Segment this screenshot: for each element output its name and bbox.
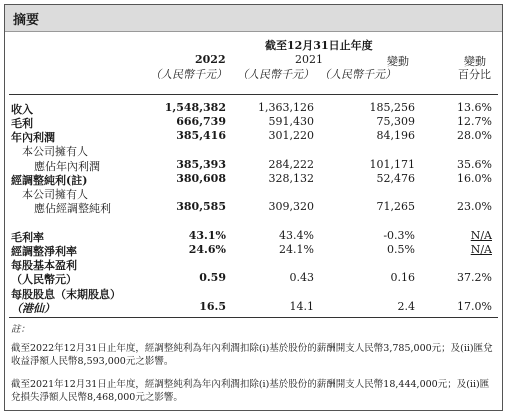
col-change-unit: （人民幣千元）	[319, 68, 396, 81]
cell-2022-adjusted: 380,608	[176, 172, 226, 185]
cell-2022-profit: 385,416	[176, 129, 226, 142]
cell-change-gross-profit: 75,309	[376, 115, 415, 128]
cell-2021-attributable: 284,222	[268, 158, 314, 171]
row-label-adjusted-net-margin: 經調整淨利率	[11, 245, 77, 258]
cell-change-dividend: 2.4	[397, 300, 415, 313]
cell-change-gross-margin: -0.3%	[383, 229, 415, 242]
row-label-profit-for-year: 年內利潤	[11, 131, 55, 144]
row-label-attributable-adjusted: 應佔經調整純利	[34, 202, 111, 215]
cell-2021-adjusted: 328,132	[268, 172, 314, 185]
cell-pct-gross-margin: N/A	[470, 229, 492, 242]
cell-2022-gross-profit: 666,739	[176, 115, 226, 128]
period-header: 截至12月31日止年度	[265, 39, 373, 52]
header-rule	[9, 94, 498, 95]
cell-change-adjusted: 52,476	[376, 172, 415, 185]
cell-2022-eps: 0.59	[199, 271, 226, 284]
cell-2021-eps: 0.43	[289, 271, 314, 284]
row-label-owners-1: 本公司擁有人	[22, 145, 88, 158]
row-label-dividend-unit: （港仙）	[11, 302, 55, 315]
cell-2022-net-margin: 24.6%	[188, 243, 226, 256]
row-label-revenue: 收入	[11, 103, 33, 116]
cell-2021-dividend: 14.1	[289, 300, 314, 313]
row-label-owners-2: 本公司擁有人	[22, 188, 88, 201]
cell-2022-gross-margin: 43.1%	[188, 229, 226, 242]
col-2022-unit: （人民幣千元）	[150, 68, 227, 81]
col-pct-unit: 百分比	[458, 68, 491, 81]
cell-change-net-margin: 0.5%	[387, 243, 415, 256]
cell-change-revenue: 185,256	[369, 101, 415, 114]
col-pct-title: 變動	[464, 55, 486, 68]
cell-pct-net-margin: N/A	[470, 243, 492, 256]
cell-pct-adjusted: 16.0%	[457, 172, 492, 185]
cell-2021-profit: 301,220	[268, 129, 314, 142]
col-change-title: 變動	[387, 55, 409, 68]
col-2022-year: 2022	[195, 53, 226, 66]
cell-pct-profit: 28.0%	[457, 129, 492, 142]
cell-pct-gross-profit: 12.7%	[457, 115, 492, 128]
note-heading: 註：	[11, 324, 31, 335]
row-label-gross-margin: 毛利率	[11, 231, 44, 244]
cell-2021-revenue: 1,363,126	[258, 101, 314, 114]
cell-change-profit: 84,196	[376, 129, 415, 142]
row-label-dividend: 每股股息（末期股息）	[11, 288, 121, 301]
row-label-adjusted-net-profit: 經調整純利(註)	[11, 174, 88, 187]
cell-pct-dividend: 17.0%	[457, 300, 492, 313]
cell-2021-gross-margin: 43.4%	[279, 229, 314, 242]
cell-2021-gross-profit: 591,430	[268, 115, 314, 128]
col-2021-year: 2021	[295, 53, 323, 66]
note-2022: 截至2022年12月31日止年度，經調整純利為年內利潤扣除(i)基於股份的薪酬開支人民幣3,785,000元；及(ii)匯兌收益淨額人民幣8,593,000元之影響。	[11, 343, 493, 367]
cell-change-eps: 0.16	[390, 271, 415, 284]
cell-2021-net-margin: 24.1%	[279, 243, 314, 256]
row-label-attributable-profit: 應佔年內利潤	[34, 160, 100, 173]
cell-pct-attributable: 35.6%	[457, 158, 492, 171]
section-title: 摘要	[13, 13, 40, 28]
cell-2022-attr-adjusted: 380,585	[176, 200, 226, 213]
title-bar	[5, 5, 502, 32]
cell-2021-attr-adjusted: 309,320	[268, 200, 314, 213]
note-2021: 截至2021年12月31日止年度，經調整純利為年內利潤扣除(i)基於股份的薪酬開支人民幣18,444,000元；及(ii)匯兌損失淨額人民幣8,468,000元之影響。	[11, 379, 490, 403]
cell-2022-dividend: 16.5	[199, 300, 226, 313]
cell-change-attributable: 101,171	[369, 158, 415, 171]
cell-pct-eps: 37.2%	[457, 271, 492, 284]
footer-rule	[9, 317, 498, 318]
row-label-eps-unit: （人民幣元）	[11, 273, 77, 286]
cell-2022-revenue: 1,548,382	[164, 101, 226, 114]
cell-change-attr-adjusted: 71,265	[376, 200, 415, 213]
summary-table-frame	[4, 4, 503, 411]
row-label-gross-profit: 毛利	[11, 117, 33, 130]
cell-2022-attributable: 385,393	[176, 158, 226, 171]
row-label-eps: 每股基本盈利	[11, 259, 77, 272]
cell-pct-attr-adjusted: 23.0%	[457, 200, 492, 213]
col-2021-unit: （人民幣千元）	[237, 68, 314, 81]
cell-pct-revenue: 13.6%	[457, 101, 492, 114]
